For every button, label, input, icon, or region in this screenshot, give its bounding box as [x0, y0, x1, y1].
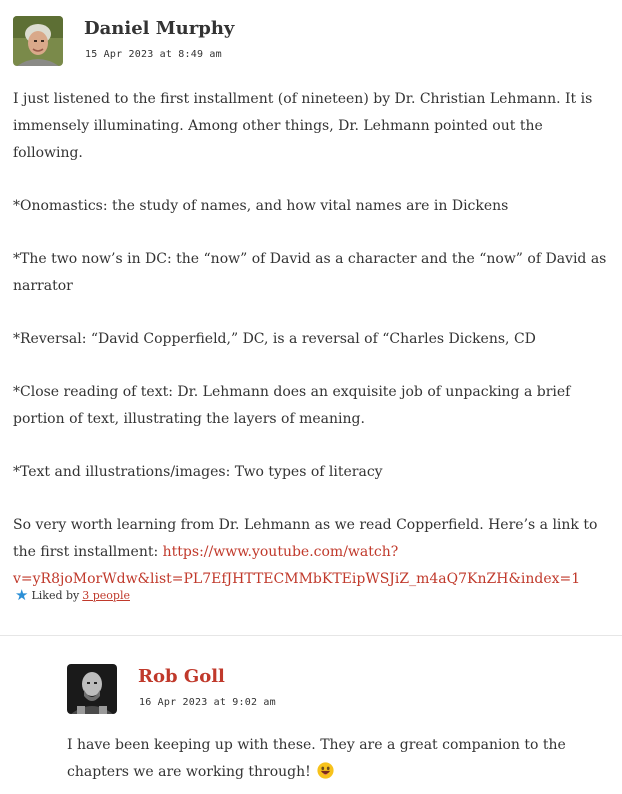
comment-text: I have been keeping up with these. They are a great companion to the chapters we are working through! [67, 737, 566, 780]
comment-paragraph-closing [13, 512, 613, 593]
comment-paragraph: *Reversal: “David Copperfield,” DC, is a reversal of “Charles Dickens, CD [13, 331, 536, 347]
comment-body [13, 86, 613, 619]
likes-line [15, 588, 130, 603]
comment-body [67, 732, 615, 794]
comment-author[interactable]: Rob Goll [138, 666, 225, 687]
comment-divider [0, 635, 622, 636]
grinning-face-icon [317, 762, 334, 779]
avatar[interactable] [67, 664, 117, 714]
comment-paragraph: *The two now’s in DC: the “now” of David as a character and the “now” of David as narrator [13, 251, 607, 294]
comment-date[interactable]: 15 Apr 2023 at 8:49 am [85, 49, 222, 60]
comment-date[interactable]: 16 Apr 2023 at 9:02 am [139, 697, 276, 708]
comment-author[interactable]: Daniel Murphy [84, 18, 235, 39]
liked-by-label: Liked by [31, 589, 80, 602]
avatar[interactable] [13, 16, 63, 66]
closing-text: So very worth learning from Dr. Lehmann as we read Copperfield. Here’s a link to the first installment: [13, 517, 598, 560]
star-icon: ★ [15, 586, 29, 604]
comment-paragraph: I just listened to the first installment (of nineteen) by Dr. Christian Lehmann. It is immensely illuminating. Among other things, Dr. Lehmann pointed out the following. [13, 91, 593, 161]
youtube-link[interactable]: https://www.youtube.com/watch?v=yR8joMorWdw&list=PL7EfJHTTECMMbKTEipWSJiZ_m4aQ7KnZH&index=1 [13, 544, 581, 587]
comment-paragraph: *Onomastics: the study of names, and how vital names are in Dickens [13, 198, 509, 214]
comment-paragraph: *Text and illustrations/images: Two types of literacy [13, 464, 383, 480]
liked-by-people-link[interactable]: 3 people [82, 589, 130, 602]
comment-paragraph [67, 732, 615, 786]
comment-paragraph: *Close reading of text: Dr. Lehmann does an exquisite job of unpacking a brief portion of text, illustrating the layers of meaning. [13, 384, 571, 427]
